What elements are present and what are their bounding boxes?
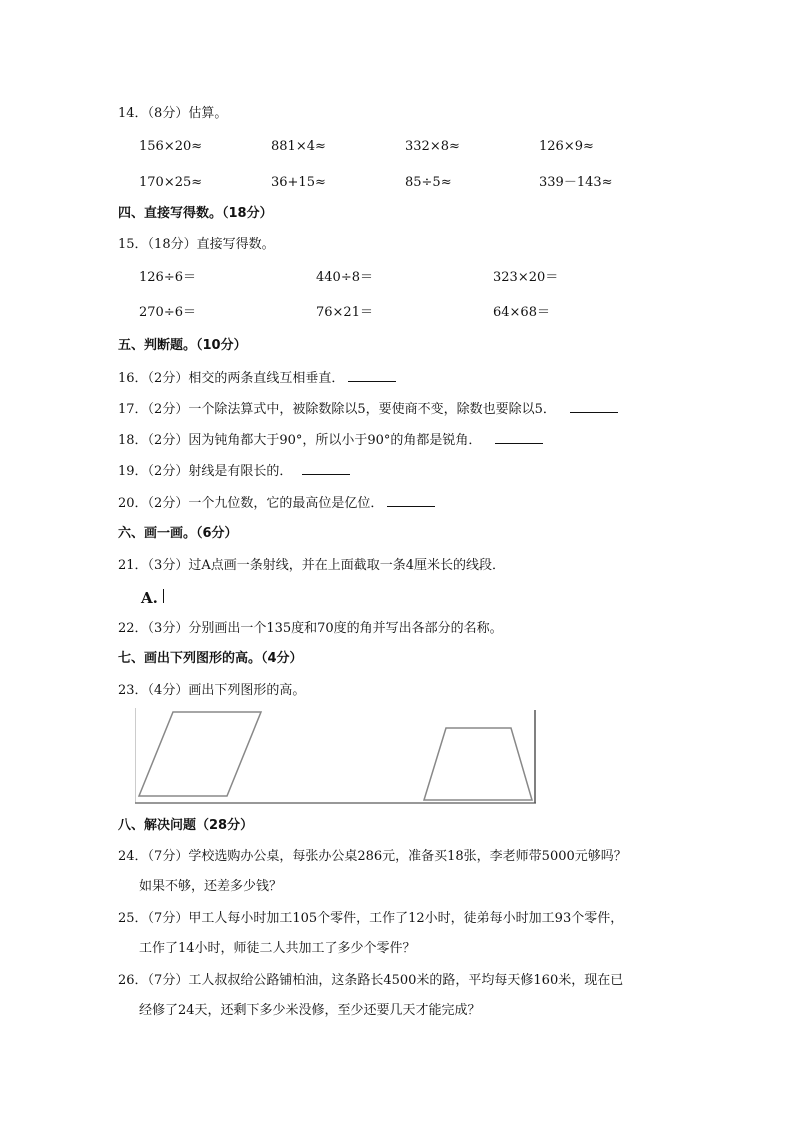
question-26: 26．（7分）工人叔叔给公路铺柏油，这条路长4500米的路，平均每天修160米，现在已 [118,973,624,988]
question-17 [118,400,618,419]
question-24-cont: 如果不够，还差多少钱？ [139,879,283,894]
answer-blank[interactable] [570,400,618,413]
question-19-text: 19．（2分）射线是有限长的． [118,464,293,479]
section-8-heading: 八、解决问题（28分） [118,818,254,833]
question-23: 23．（4分）画出下列图形的高。 [118,683,306,698]
estimate-2: 881×4≈ [271,139,326,154]
calc-2: 440÷8＝ [316,270,373,285]
section-5-heading: 五、判断题。（10分） [118,338,247,353]
question-18-text: 18．（2分）因为钝角都大于90°，所以小于90°的角都是锐角． [118,433,482,448]
calc-6: 64×68＝ [493,305,550,320]
question-16 [118,369,396,388]
answer-blank[interactable] [348,369,396,382]
estimate-4: 126×9≈ [539,139,594,154]
section-7-heading: 七、画出下列图形的高。（4分） [118,651,303,666]
calc-5: 76×21＝ [316,305,373,320]
figures-box [135,708,540,806]
question-19 [118,462,350,481]
point-a-label: A. [141,589,158,607]
point-a-mark [163,589,164,603]
question-25: 25．（7分）甲工人每小时加工105个零件，工作了12小时，徒弟每小时加工93个零件， [118,911,624,926]
question-17-text: 17．（2分）一个除法算式中，被除数除以5，要使商不变，除数也要除以5． [118,402,556,417]
answer-blank[interactable] [495,431,543,444]
calc-4: 270÷6＝ [139,305,196,320]
calc-1: 126÷6＝ [139,270,196,285]
question-26-cont: 经修了24天，还剩下多少米没修，至少还要几天才能完成？ [139,1003,481,1018]
answer-blank[interactable] [387,494,435,507]
question-16-text: 16．（2分）相交的两条直线互相垂直． [118,371,345,386]
estimate-6: 36+15≈ [271,175,326,190]
calc-3: 323×20＝ [493,270,559,285]
estimate-7: 85÷5≈ [405,175,452,190]
estimate-1: 156×20≈ [139,139,203,154]
parallelogram-shape [139,712,261,796]
question-20-text: 20．（2分）一个九位数，它的最高位是亿位． [118,496,384,511]
question-21: 21．（3分）过A点画一条射线，并在上面截取一条4厘米长的线段． [118,558,505,573]
answer-blank[interactable] [302,462,350,475]
estimate-8: 339－143≈ [539,175,613,190]
question-24: 24．（7分）学校选购办公桌，每张办公桌286元，准备买18张，李老师带5000元够吗？ [118,849,627,864]
question-20 [118,494,435,513]
estimate-5: 170×25≈ [139,175,203,190]
question-14: 14．（8分）估算。 [118,106,228,121]
question-18 [118,431,543,450]
trapezoid-shape [424,728,532,800]
section-6-heading: 六、画一画。（6分） [118,526,238,541]
section-4-heading: 四、直接写得数。（18分） [118,206,273,221]
question-15: 15．（18分）直接写得数。 [118,237,275,252]
question-25-cont: 工作了14小时，师徒二人共加工了多少个零件？ [139,941,416,956]
estimate-3: 332×8≈ [405,139,460,154]
question-22: 22．（3分）分别画出一个135度和70度的角并写出各部分的名称。 [118,621,503,636]
